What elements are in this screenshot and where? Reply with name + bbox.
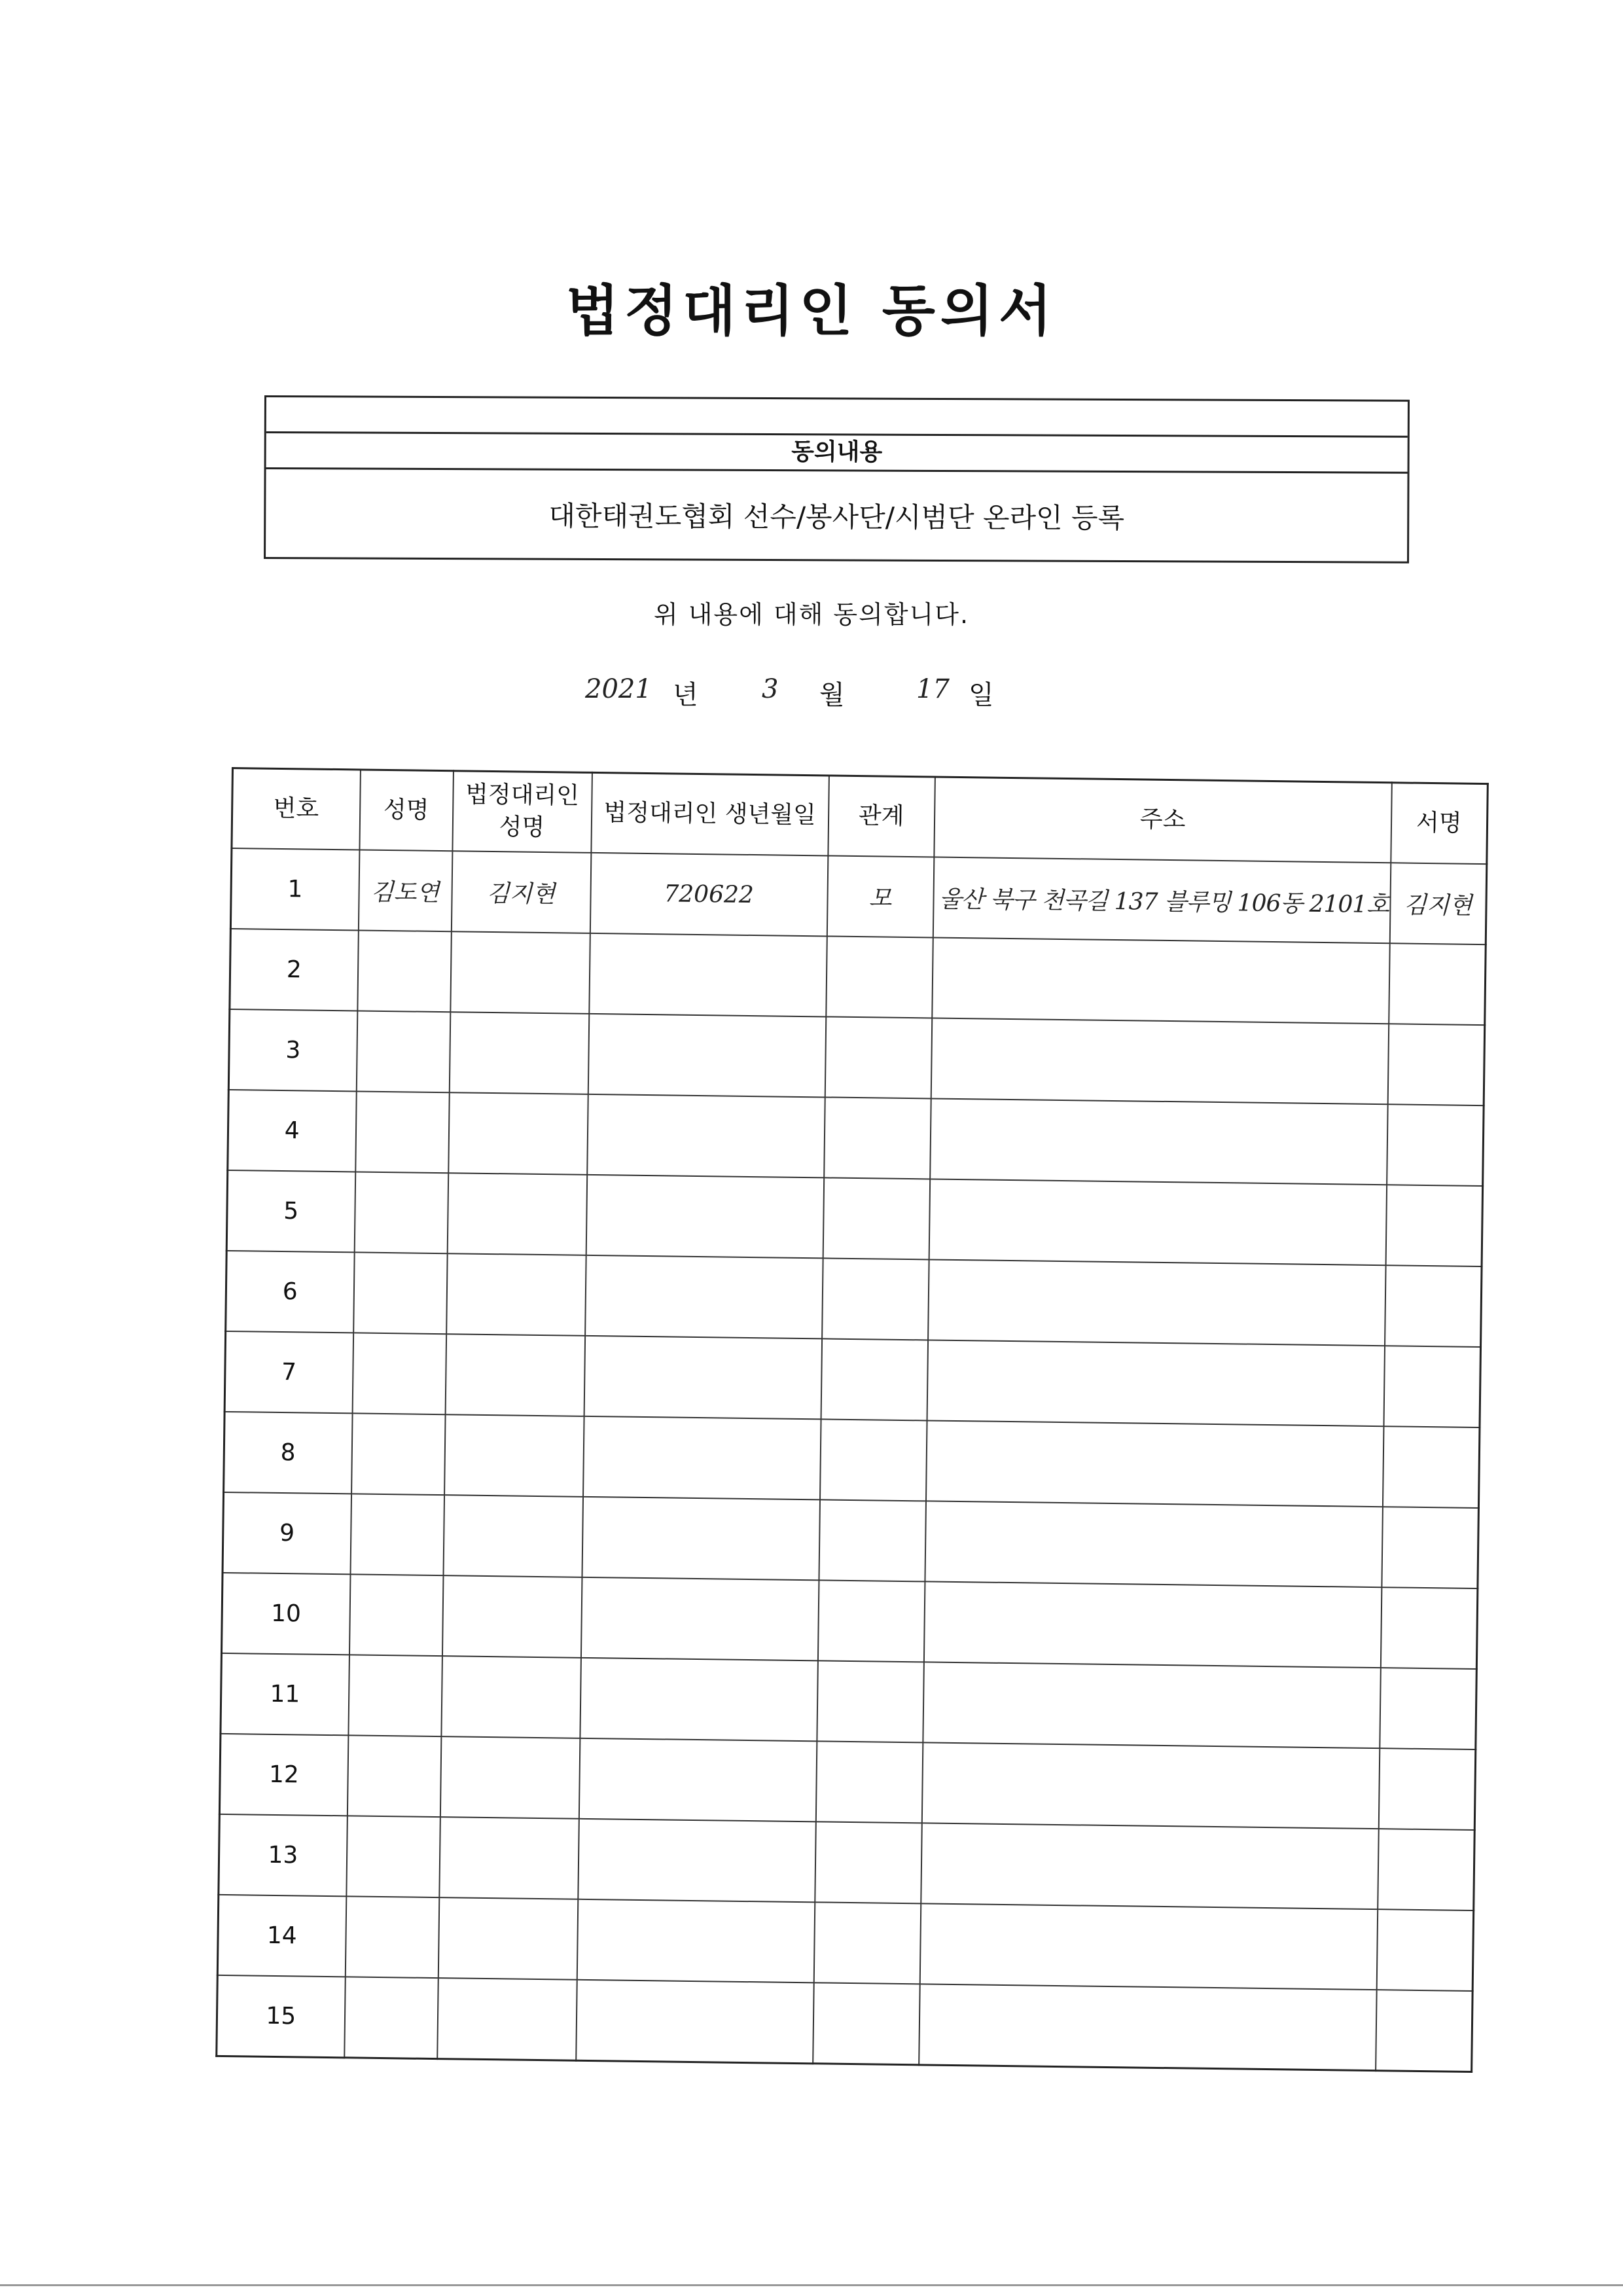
table-row — [221, 1653, 1476, 1749]
cell-name — [351, 1413, 446, 1495]
cell-guardian-birth — [577, 1899, 815, 1983]
cell-relation: 모 — [827, 855, 934, 937]
cell-relation — [826, 936, 933, 1018]
cell-name — [356, 1011, 450, 1092]
date-month: 3 — [762, 674, 779, 704]
cell-name — [344, 1977, 438, 2058]
cell-address — [921, 1742, 1380, 1829]
header-address: 주소 — [934, 777, 1392, 863]
cell-number: 1 — [230, 848, 359, 930]
cell-number: 15 — [217, 1975, 346, 2058]
guardian-roster — [215, 767, 1489, 2073]
table-row — [230, 848, 1486, 944]
cell-signature — [1383, 1346, 1481, 1427]
cell-guardian-name — [448, 1092, 588, 1175]
document-title: 법정대리인 동의서 — [565, 279, 1058, 343]
scan-edge-line — [0, 2284, 1623, 2286]
table-row — [219, 1734, 1475, 1830]
table-row — [224, 1331, 1480, 1427]
date-month-unit: 월 — [819, 680, 845, 710]
cell-guardian-name — [450, 931, 590, 1014]
roster-body — [217, 848, 1487, 2072]
cell-address — [921, 1823, 1379, 1909]
cell-name: 김도연 — [358, 850, 452, 931]
table-row — [226, 1170, 1482, 1266]
cell-number: 2 — [230, 929, 359, 1011]
cell-name — [350, 1494, 444, 1575]
cell-address: 울산 북구 천곡길 137 블루밍 106동 2101호 — [933, 857, 1391, 943]
cell-number: 13 — [219, 1814, 348, 1896]
cell-guardian-name — [446, 1253, 586, 1336]
cell-relation — [817, 1580, 925, 1662]
cell-signature — [1385, 1185, 1483, 1266]
date-day-unit: 일 — [969, 680, 994, 710]
cell-signature — [1385, 1265, 1482, 1347]
consent-box — [264, 395, 1410, 564]
cell-name — [345, 1896, 439, 1978]
cell-name — [349, 1574, 443, 1656]
cell-relation — [824, 1097, 931, 1179]
cell-address — [932, 937, 1390, 1024]
table-row — [221, 1573, 1477, 1669]
table-row — [217, 1975, 1472, 2072]
table-row — [230, 929, 1486, 1025]
cell-signature: 김지현 — [1389, 863, 1487, 944]
cell-relation — [825, 1016, 932, 1098]
cell-address — [928, 1259, 1386, 1346]
cell-number: 10 — [221, 1573, 350, 1655]
cell-guardian-name — [449, 1012, 589, 1094]
cell-relation — [813, 1902, 921, 1984]
cell-number: 4 — [228, 1090, 357, 1172]
cell-number: 6 — [226, 1251, 355, 1333]
cell-guardian-birth — [589, 933, 827, 1017]
cell-guardian-name — [444, 1414, 584, 1497]
cell-guardian-name: 김지현 — [451, 851, 591, 933]
cell-address — [923, 1662, 1381, 1748]
cell-address — [929, 1179, 1387, 1265]
cell-address — [925, 1420, 1383, 1507]
cell-address — [925, 1501, 1383, 1587]
cell-guardian-birth — [579, 1738, 817, 1822]
cell-guardian-birth — [582, 1497, 820, 1581]
cell-guardian-birth — [583, 1416, 821, 1500]
cell-relation — [823, 1177, 930, 1259]
cell-guardian-name — [437, 1978, 577, 2060]
table-row — [228, 1090, 1484, 1186]
cell-guardian-birth — [588, 1014, 826, 1098]
header-signature: 서명 — [1391, 783, 1488, 864]
table-row — [217, 1895, 1473, 1991]
header-name: 성명 — [359, 770, 454, 851]
cell-address — [927, 1340, 1385, 1426]
cell-guardian-birth: 720622 — [590, 853, 828, 937]
agreement-statement: 위 내용에 대해 동의합니다. — [653, 600, 970, 629]
cell-address — [931, 1018, 1389, 1104]
cell-signature — [1382, 1426, 1480, 1508]
cell-guardian-birth — [586, 1175, 824, 1259]
cell-name — [357, 930, 452, 1012]
cell-number: 12 — [219, 1734, 348, 1816]
cell-guardian-name — [442, 1575, 582, 1658]
cell-guardian-name — [440, 1736, 580, 1819]
cell-number: 14 — [217, 1895, 346, 1977]
table-row — [223, 1492, 1478, 1588]
cell-guardian-birth — [580, 1658, 818, 1742]
table-header-row — [232, 768, 1488, 865]
cell-signature — [1378, 1748, 1476, 1830]
cell-relation — [815, 1741, 923, 1823]
cell-address — [930, 1098, 1388, 1185]
header-guardian-birth: 법정대리인 생년월일 — [591, 772, 829, 855]
date-year: 2021 — [585, 674, 652, 704]
cell-relation — [820, 1419, 927, 1501]
cell-number: 11 — [221, 1653, 349, 1735]
cell-guardian-birth — [587, 1094, 825, 1178]
cell-guardian-birth — [578, 1819, 816, 1903]
cell-relation — [813, 1982, 920, 2065]
cell-guardian-name — [447, 1173, 587, 1255]
cell-guardian-name — [439, 1817, 579, 1899]
consent-content: 대한태권도협회 선수/봉사단/시범단 온라인 등록 — [548, 499, 1125, 535]
cell-name — [348, 1655, 442, 1736]
table-row — [219, 1814, 1474, 1910]
cell-name — [353, 1252, 448, 1334]
cell-signature — [1387, 1024, 1485, 1105]
cell-relation — [819, 1499, 926, 1581]
cell-number: 8 — [224, 1412, 353, 1494]
table-row — [224, 1412, 1480, 1508]
cell-signature — [1389, 943, 1486, 1025]
consent-header: 동의내용 — [266, 431, 1408, 474]
cell-signature — [1376, 1990, 1473, 2072]
cell-number: 7 — [224, 1331, 353, 1413]
cell-guardian-birth — [584, 1336, 822, 1420]
table-row — [228, 1009, 1484, 1105]
cell-relation — [817, 1660, 924, 1742]
header-relation: 관계 — [828, 776, 935, 857]
cell-name — [354, 1172, 448, 1253]
cell-signature — [1382, 1507, 1479, 1588]
cell-guardian-birth — [580, 1577, 819, 1661]
cell-name — [346, 1816, 440, 1897]
cell-relation — [822, 1258, 929, 1340]
cell-guardian-name — [445, 1334, 585, 1416]
cell-signature — [1380, 1587, 1478, 1669]
cell-number: 5 — [226, 1170, 355, 1252]
cell-number: 9 — [223, 1492, 351, 1574]
cell-address — [923, 1581, 1382, 1668]
cell-guardian-birth — [585, 1255, 823, 1339]
cell-relation — [821, 1338, 928, 1420]
cell-signature — [1376, 1909, 1474, 1991]
cell-address — [919, 1984, 1377, 2070]
cell-signature — [1380, 1668, 1477, 1749]
cell-name — [347, 1735, 441, 1817]
cell-signature — [1378, 1829, 1475, 1910]
cell-guardian-birth — [576, 1980, 814, 2064]
roster-table — [215, 767, 1489, 2073]
header-guardian-name: 법정대리인 성명 — [452, 771, 592, 853]
cell-number: 3 — [228, 1009, 357, 1091]
cell-guardian-name — [438, 1897, 578, 1980]
cell-name — [352, 1333, 446, 1414]
date-day: 17 — [916, 674, 950, 704]
cell-guardian-name — [443, 1495, 583, 1577]
cell-address — [919, 1903, 1378, 1990]
header-number: 번호 — [232, 768, 361, 850]
cell-signature — [1387, 1104, 1484, 1186]
cell-name — [355, 1091, 450, 1173]
table-row — [226, 1251, 1482, 1347]
cell-guardian-name — [441, 1656, 581, 1738]
date-year-unit: 년 — [673, 680, 698, 710]
cell-relation — [815, 1821, 922, 1903]
